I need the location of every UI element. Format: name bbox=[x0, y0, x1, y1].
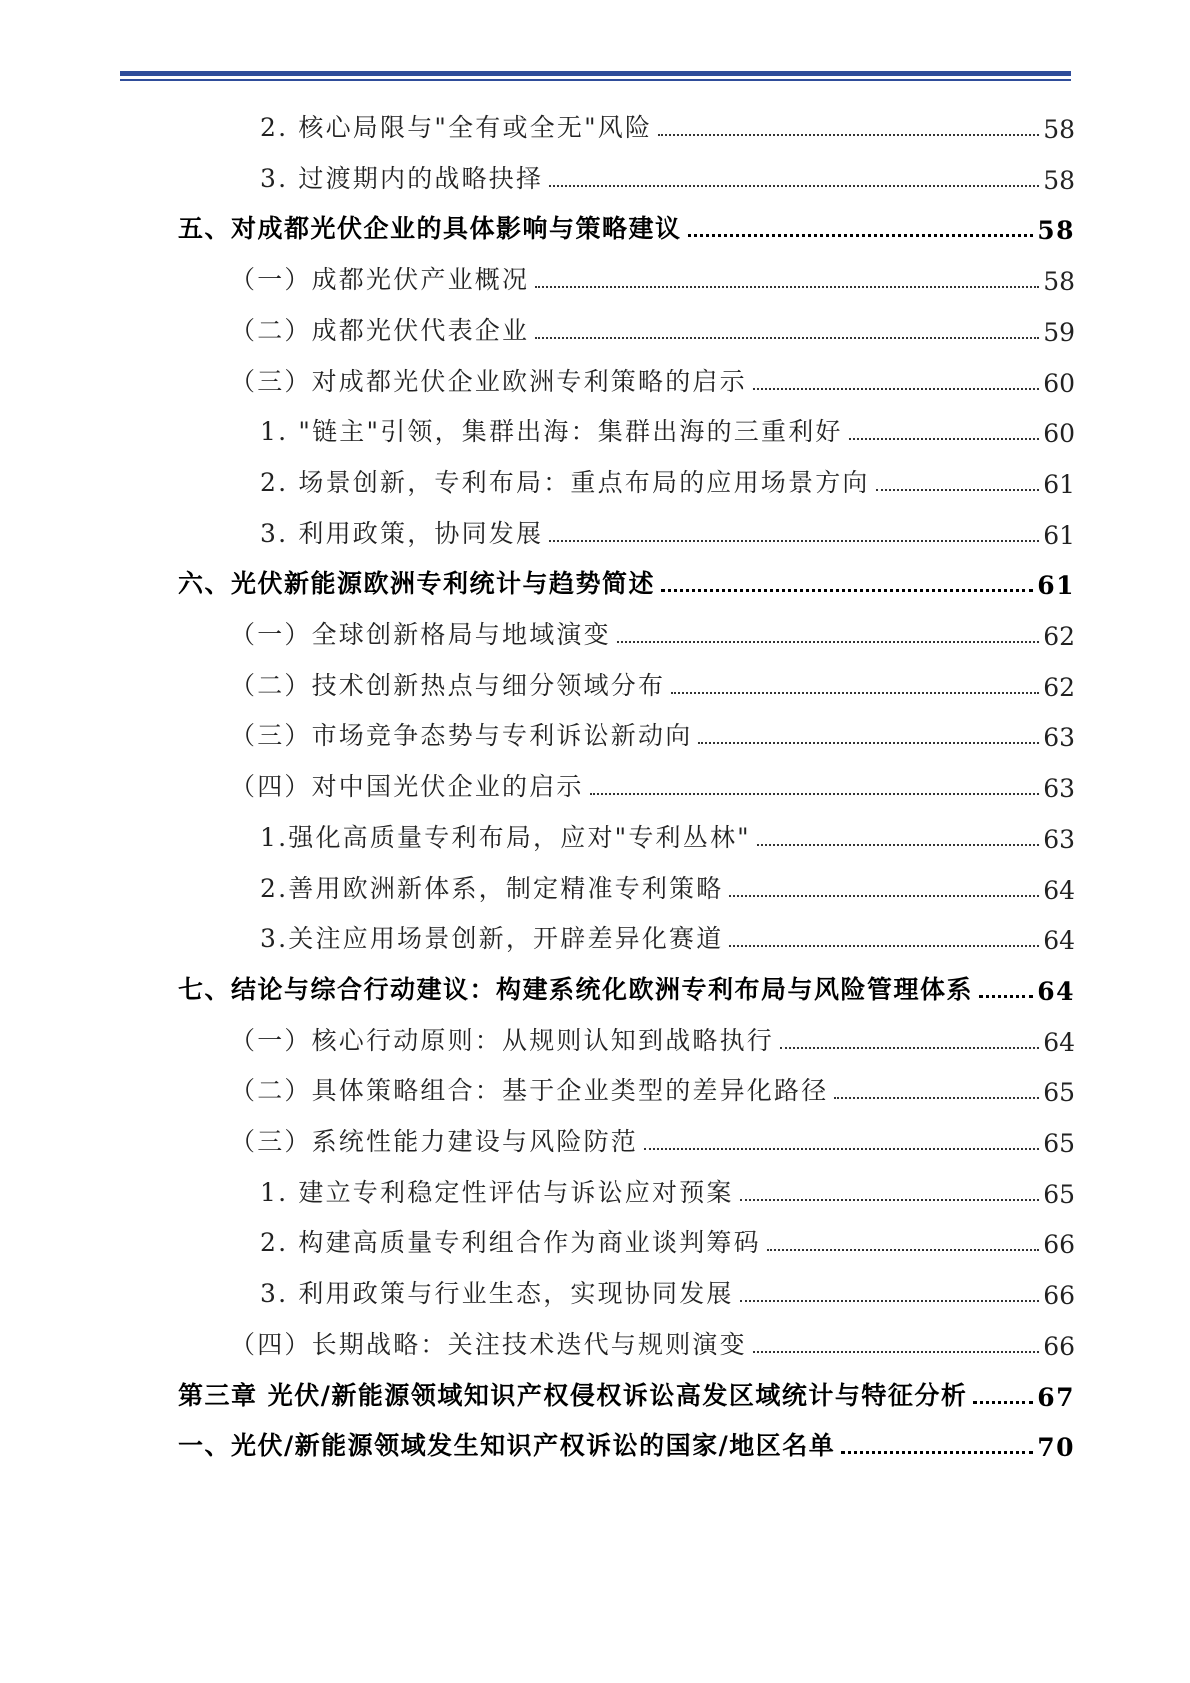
toc-entry-title: 2. 场景创新，专利布局：重点布局的应用场景方向 bbox=[260, 467, 870, 497]
toc-entry-title: （二）具体策略组合：基于企业类型的差异化路径 bbox=[230, 1076, 829, 1106]
toc-leader-dots bbox=[849, 438, 1040, 440]
toc-leader-dots bbox=[841, 1451, 1033, 1454]
toc-entry[interactable] bbox=[260, 1266, 1075, 1310]
toc-leader-dots bbox=[535, 337, 1039, 339]
toc-entry-title: （三）对成都光伏企业欧洲专利策略的启示 bbox=[230, 366, 747, 396]
toc-entry-title: 3.关注应用场景创新，开辟差异化赛道 bbox=[260, 924, 724, 954]
toc-entry-page: 58 bbox=[1043, 267, 1075, 297]
toc-leader-dots bbox=[688, 234, 1034, 237]
toc-entry-page: 67 bbox=[1037, 1382, 1075, 1412]
toc-entry-title: 2.善用欧洲新体系，制定精准专利策略 bbox=[260, 873, 724, 903]
toc-entry[interactable] bbox=[260, 810, 1075, 854]
toc-leader-dots bbox=[876, 489, 1040, 491]
toc-entry-title: 一、光伏/新能源领域发生知识产权诉讼的国家/地区名单 bbox=[178, 1431, 836, 1461]
toc-leader-dots bbox=[661, 589, 1033, 592]
toc-entry-page: 62 bbox=[1043, 672, 1075, 702]
toc-leader-dots bbox=[740, 1300, 1040, 1302]
toc-entry-title: 1.强化高质量专利布局，应对"专利丛林" bbox=[260, 822, 751, 852]
toc-entry[interactable] bbox=[260, 455, 1075, 499]
toc-entry-title: （一）成都光伏产业概况 bbox=[230, 265, 530, 295]
toc-leader-dots bbox=[973, 1401, 1033, 1404]
toc-entry-title: 3. 利用政策，协同发展 bbox=[260, 518, 544, 548]
toc-leader-dots bbox=[671, 692, 1039, 694]
toc-entry-page: 58 bbox=[1037, 216, 1075, 246]
toc-entry[interactable] bbox=[230, 708, 1075, 752]
toc-entry[interactable] bbox=[230, 607, 1075, 651]
toc-entry-page: 64 bbox=[1037, 976, 1075, 1006]
toc-entry-title: （一）全球创新格局与地域演变 bbox=[230, 620, 611, 649]
toc-leader-dots bbox=[549, 185, 1039, 187]
toc-entry[interactable] bbox=[260, 1215, 1075, 1259]
toc-entry-page: 63 bbox=[1043, 824, 1075, 854]
toc-entry-page: 65 bbox=[1043, 1129, 1075, 1158]
toc-entry-title: （三）市场竞争态势与专利诉讼新动向 bbox=[230, 721, 693, 751]
toc-entry-title: （四）长期战略：关注技术迭代与规则演变 bbox=[230, 1329, 747, 1359]
toc-entry-page: 61 bbox=[1043, 520, 1075, 550]
toc-entry-title: （三）系统性能力建设与风险防范 bbox=[230, 1127, 639, 1156]
toc-entry-page: 61 bbox=[1037, 571, 1075, 601]
toc-leader-dots bbox=[549, 540, 1039, 542]
toc-entry-title: 3. 过渡期内的战略抉择 bbox=[260, 163, 544, 193]
toc-entry[interactable] bbox=[178, 556, 1075, 600]
toc-entry-page: 65 bbox=[1043, 1179, 1075, 1209]
toc-entry[interactable] bbox=[260, 100, 1075, 144]
toc-entry[interactable] bbox=[230, 1114, 1075, 1158]
toc-entry-title: 3. 利用政策与行业生态，实现协同发展 bbox=[260, 1279, 734, 1309]
toc-entry[interactable] bbox=[230, 354, 1075, 398]
toc-leader-dots bbox=[729, 895, 1039, 897]
toc-leader-dots bbox=[780, 1047, 1039, 1049]
toc-entry-page: 70 bbox=[1037, 1433, 1075, 1463]
toc-leader-dots bbox=[729, 945, 1039, 947]
toc-entry-title: （二）技术创新热点与细分领域分布 bbox=[230, 670, 666, 700]
toc-entry-page: 60 bbox=[1043, 368, 1075, 398]
toc-entry-page: 64 bbox=[1043, 1027, 1075, 1057]
toc-entry-page: 64 bbox=[1043, 926, 1075, 956]
toc-entry-page: 66 bbox=[1043, 1331, 1075, 1361]
toc-entry[interactable] bbox=[230, 1317, 1075, 1361]
toc-leader-dots bbox=[644, 1148, 1039, 1150]
toc-entry-page: 66 bbox=[1043, 1230, 1075, 1260]
toc-leader-dots bbox=[535, 286, 1039, 288]
toc-entry-page: 59 bbox=[1043, 317, 1075, 347]
toc-entry[interactable] bbox=[178, 962, 1075, 1006]
toc-leader-dots bbox=[757, 844, 1039, 846]
toc-entry[interactable] bbox=[230, 1013, 1075, 1057]
toc-entry-page: 58 bbox=[1043, 115, 1075, 144]
toc-leader-dots bbox=[979, 995, 1033, 998]
toc-entry[interactable] bbox=[178, 1418, 1075, 1462]
toc-entry[interactable] bbox=[230, 658, 1075, 702]
toc-entry[interactable] bbox=[260, 506, 1075, 550]
toc-entry[interactable] bbox=[178, 1368, 1075, 1412]
toc-entry[interactable] bbox=[260, 151, 1075, 195]
toc-entry[interactable] bbox=[260, 404, 1075, 448]
toc-entry-title: 2. 核心局限与"全有或全无"风险 bbox=[260, 113, 653, 142]
toc-leader-dots bbox=[617, 641, 1039, 643]
toc-leader-dots bbox=[767, 1249, 1039, 1251]
toc-entry[interactable] bbox=[230, 1063, 1075, 1107]
toc-entry[interactable] bbox=[260, 1165, 1075, 1209]
toc-entry-page: 61 bbox=[1043, 469, 1075, 499]
toc-entry-page: 63 bbox=[1043, 723, 1075, 753]
toc-entry-title: 2. 构建高质量专利组合作为商业谈判筹码 bbox=[260, 1228, 761, 1258]
toc-leader-dots bbox=[753, 1351, 1039, 1353]
toc-entry-title: （四）对中国光伏企业的启示 bbox=[230, 772, 584, 802]
toc-entry[interactable] bbox=[178, 201, 1075, 245]
toc-leader-dots bbox=[834, 1097, 1039, 1099]
toc-entry-title: 五、对成都光伏企业的具体影响与策略建议 bbox=[178, 214, 682, 244]
toc-leader-dots bbox=[590, 793, 1040, 795]
toc-entry-title: 七、结论与综合行动建议：构建系统化欧洲专利布局与风险管理体系 bbox=[178, 974, 974, 1004]
header-rule-thin bbox=[120, 79, 1071, 81]
toc-leader-dots bbox=[753, 388, 1039, 390]
toc-entry-title: 六、光伏新能源欧洲专利统计与趋势简述 bbox=[178, 569, 656, 599]
toc-entry-title: 1. "链主"引领，集群出海：集群出海的三重利好 bbox=[260, 417, 843, 447]
toc-entry-page: 66 bbox=[1043, 1281, 1075, 1311]
header-rule-thick bbox=[120, 71, 1071, 76]
toc-entry-page: 60 bbox=[1043, 419, 1075, 449]
toc-entry-page: 63 bbox=[1043, 774, 1075, 804]
toc-entry[interactable] bbox=[230, 303, 1075, 347]
toc-entry-page: 64 bbox=[1043, 875, 1075, 905]
toc-entry[interactable] bbox=[260, 861, 1075, 905]
toc-entry[interactable] bbox=[230, 759, 1075, 803]
toc-entry-title: 1. 建立专利稳定性评估与诉讼应对预案 bbox=[260, 1177, 734, 1207]
toc-entry-title: 第三章 光伏/新能源领域知识产权侵权诉讼高发区域统计与特征分析 bbox=[178, 1380, 968, 1410]
toc-entry-page: 58 bbox=[1043, 165, 1075, 195]
toc-entry[interactable] bbox=[260, 911, 1075, 955]
toc-leader-dots bbox=[740, 1199, 1040, 1201]
toc-leader-dots bbox=[658, 134, 1039, 136]
toc-entry-page: 65 bbox=[1043, 1078, 1075, 1108]
toc-entry-title: （二）成都光伏代表企业 bbox=[230, 315, 530, 345]
toc-entry-page: 62 bbox=[1043, 622, 1075, 651]
toc-entry-title: （一）核心行动原则：从规则认知到战略执行 bbox=[230, 1025, 775, 1055]
toc-leader-dots bbox=[698, 742, 1039, 744]
toc-entry[interactable] bbox=[230, 252, 1075, 296]
